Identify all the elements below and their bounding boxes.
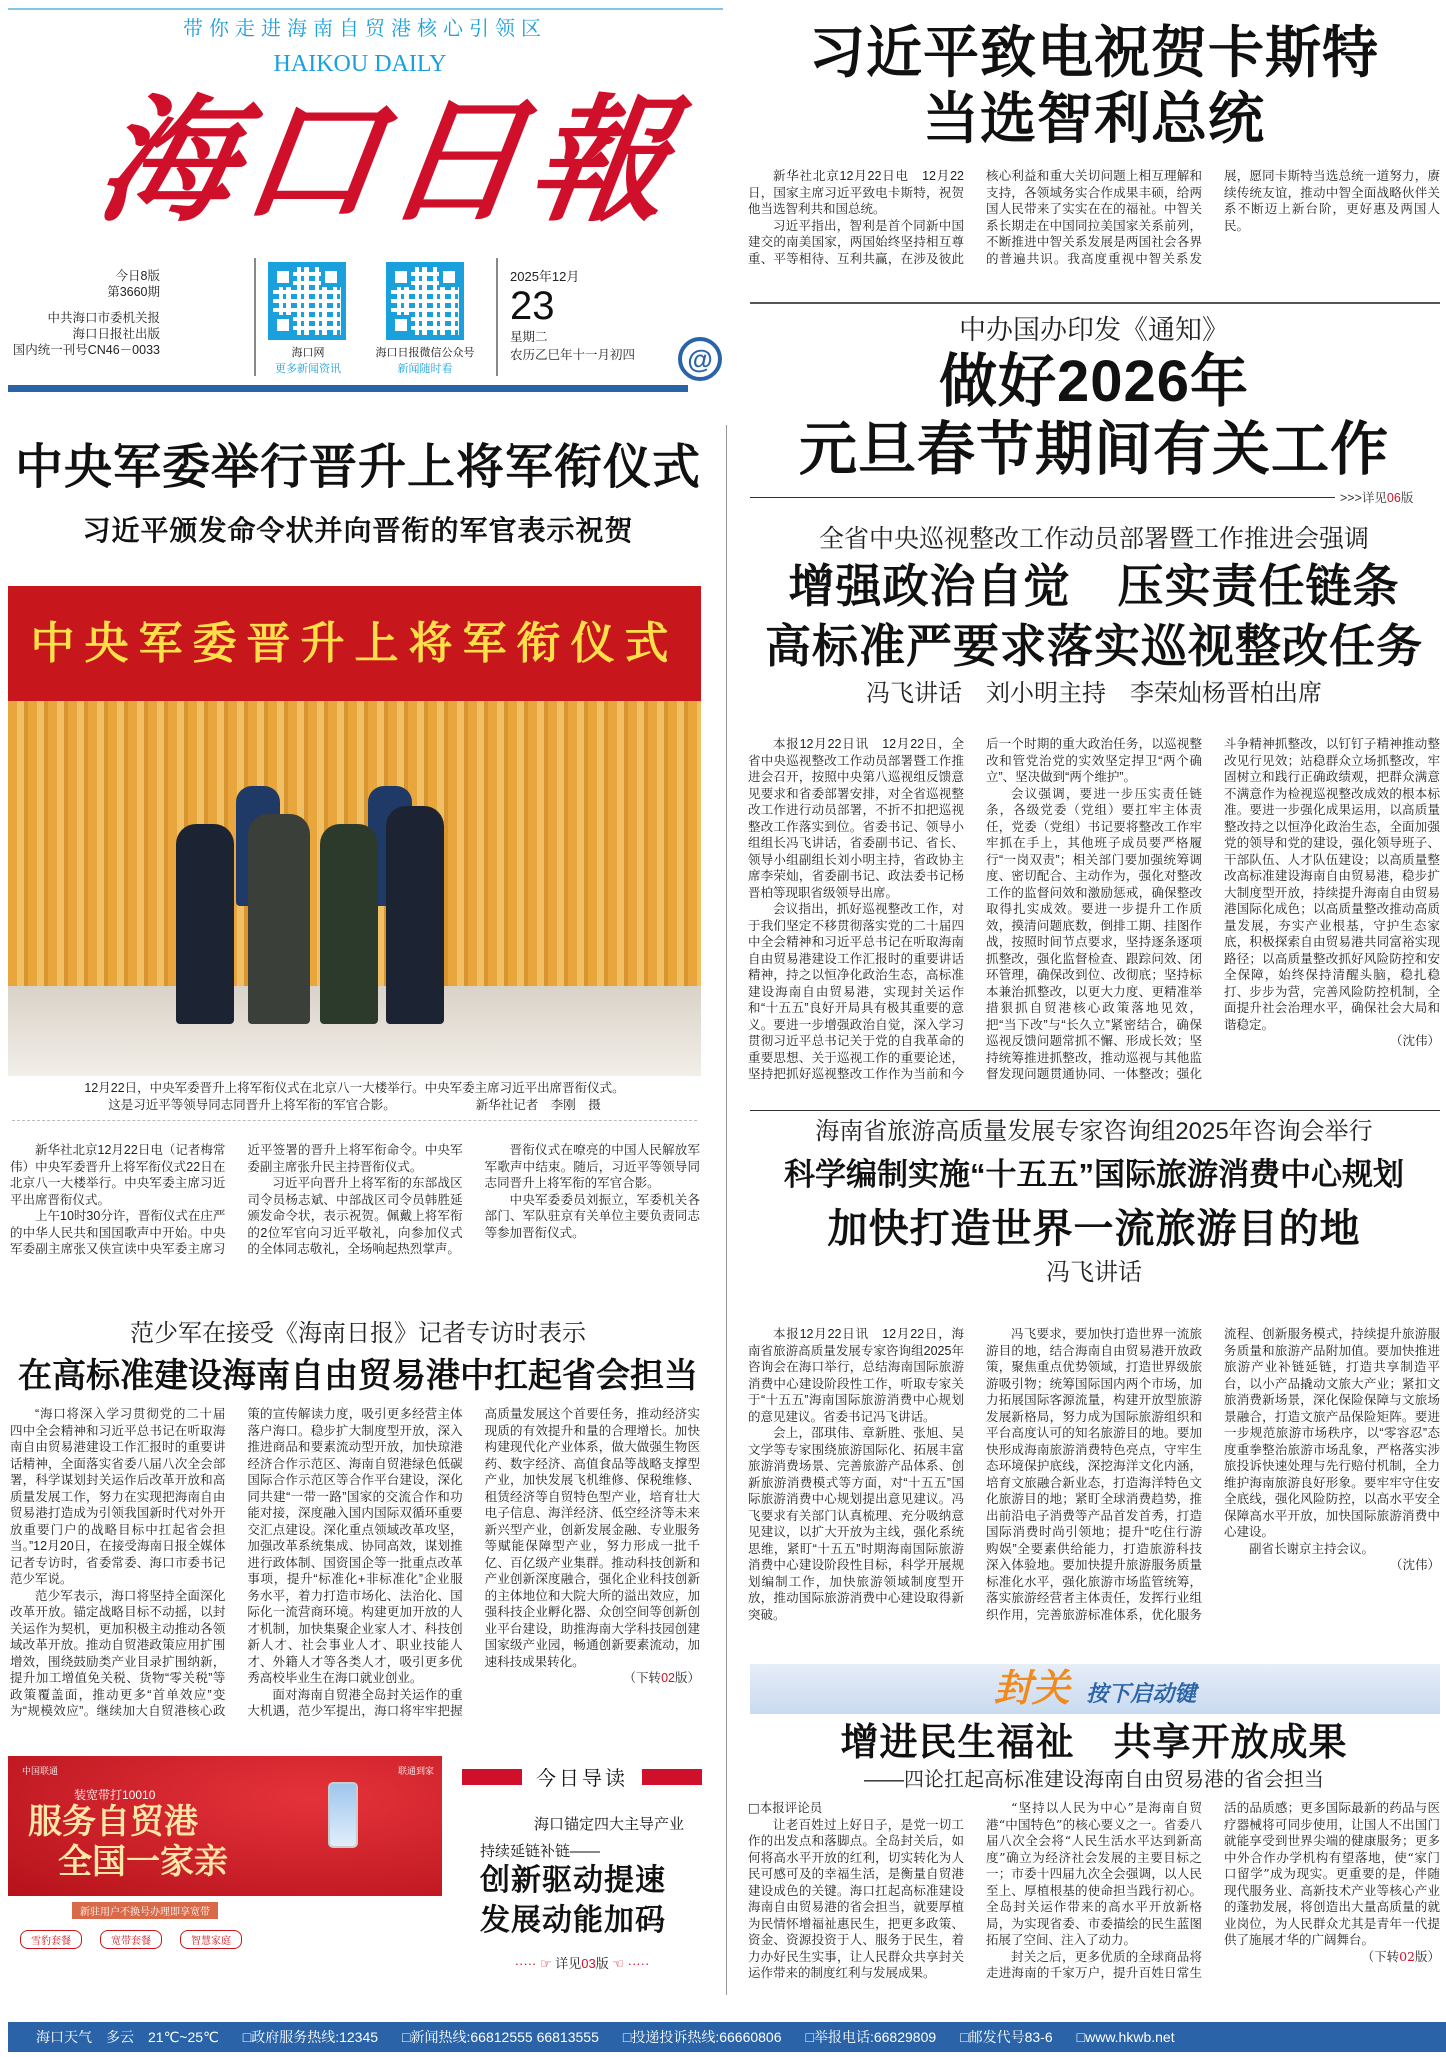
article-body: “海口将深入学习贯彻党的二十届四中全会精神和习近平总书记在听取海南自由贸易港建设工作汇报时的重要讲话精神，全面落实省委八届八次全会部署，科学谋划封关运作后改革开放和高质量发展工作，努力在实现把海南自由贸易港打造成为引领我国新时代对外开放重要门户的战略目标中扛起省会担当。”12月20日，在接受海南日报全媒体记者专访时，省委常委、海口市委书记范少军说。 范少军表示，海口将坚持全面深化改革开放。锚定战略目标不动摇，以封关运作为契机，更加积极主动推动各领域改革开放。推动自贸港政策应用扩围增效，围绕鼓励类产业目录扩围纳新，提升加工增值免关税、货物“零关税”等政策覆盖面，推动更多“首单效应”变为“规模效应”。继续加大自贸港核心政策的宣传解读力度，吸引更多经营主体落户海口。稳步扩大制度型开放，深入推进商品和要素流动型开放，加快琼港经济合作示范区、海南自贸港绿色低碳国际合作示范区等合作平台建设，深化同共建“一带一路”国家的交流合作和功能对接，深度融入国内国际双循环重要交汇点建设。深化重点领域改革攻坚，加强改革系统集成、协同高效，谋划推进行政体制、国资国企等一批重点改革事项，提升“标准化+非标准化”企业服务水平，着力打造市场化、法治化、国际化一流营商环境。构建更加开放的人才机制，加快集聚企业家人才、科技创新人才、社会事业人才、职业技能人才、外籍人才等各类人才，吸引更多优秀高校毕业生在海口就业创业。 面对海南自贸港全岛封关运作的重大机遇，范少军提出，海口将牢牢把握高质量发展这个首要任务，推动经济实现质的有效提升和量的合理增长。加快构建现代化产业体系，做大做强生物医药、数字经济、高值食品等战略支撑型产业，加快发展飞机维修、保税维修、租赁经济等自贸特色型产业，培育壮大电子信息、海洋经济、低空经济等未来新兴型产业，创新发展金融、专业服务等赋能保障型产业，努力形成一批千亿、百亿级产业集群。推动科技创新和产业创新深度融合，强化企业科技创新的主体地位和大院大所的溢出效应，加强科技企业孵化器、众创空间等创新创业平台建设，助推海南大学科技园创建国家级产业园，畅通创新要素流动，加速科技成果转化。 （下转02版） [10, 1407, 700, 1718]
divider [496, 258, 498, 376]
headline: 当选智利总统 [923, 87, 1265, 150]
edition-count: 今日8版 [115, 269, 160, 283]
ad-tag: 宽带套餐 [100, 1930, 162, 1949]
column-divider [726, 425, 727, 1995]
ad-slogan: 全国一家亲 [58, 1843, 228, 1881]
weather: 海口天气 多云 21℃~25℃ [36, 2029, 219, 2045]
divider [750, 497, 1335, 498]
footer-item: □邮发代号83-6 [960, 2029, 1053, 2045]
website-link[interactable]: □www.hkwb.net [1076, 2029, 1175, 2045]
qr-label: 海口网 [291, 347, 325, 359]
footer-item: □新闻热线:66812555 66813555 [402, 2029, 599, 2045]
publisher-line: 中共海口市委机关报 [47, 311, 160, 325]
article-body: 新华社北京12月22日电 12月22日，国家主席习近平致电卡斯特，祝贺他当选智利共和国总统。 习近平指出，智利是首个同新中国建交的南美国家，两国始终坚持相互尊重、平等相待、互利共赢，在涉及彼此核心利益和重大关切问题上相互理解和支持，各领域务实合作成果丰硕，给两国人民带来了实实在在的福祉。中智关系长期走在中国同拉美国家关系前列，不断推进中智关系发展是两国社会各界的普遍共识。我高度重视中智关系发展，愿同卡斯特当选总统一道努力，赓续传统友谊，推动中智全面战略伙伴关系不断迈上新台阶，更好惠及两国人民。 [748, 169, 1440, 266]
ad-tag: 雪豹套餐 [20, 1930, 82, 1949]
lunar-date: 农历乙巳年十一月初四 [510, 348, 636, 362]
qr-label: 海口日报微信公众号 [375, 347, 475, 359]
at-icon: @ [678, 337, 722, 381]
byline: （沈伟） [1389, 1558, 1440, 1572]
digest-headline: 发展动能加码 [480, 1904, 666, 1937]
article-body: □本报评论员 让老百姓过上好日子，是党一切工作的出发点和落脚点。全岛封关后，如何将高水平开放的红利，切实转化为人民可感可及的幸福生活，是衡量自贸港建设成色的关键。海口扛起高标准建设海南自由贸易港的省会担当，就要厚植为民情怀增福祉惠民生，把更多政策、资金、资源投资于人、服务于民生，着力办好民生实事，让人民群众共享封关运作带来的制度红利与发展成果。 “坚持以人民为中心”是海南自贸港“中国特色”的核心要义之一。省委八届八次全会将“人民生活水平达到新高度”确立为经济社会发展的主要目标之一；市委十四届九次全会强调，以人民至上、厚植根基的使命担当践行初心。全岛封关运作带来的高水平开放新格局，为实现省委、市委描绘的民生蓝图拓展了空间、注入了动力。 封关之后，更多优质的全球商品将走进海南的千家万户，提升百姓日常生活的品质感；更多国际最新的药品与医疗器械将可同步使用，让国人不出国门就能享受到世界尖端的健康服务；更多中外合作办学机构有望落地，使“家门口留学”成为现实。更重要的是，伴随现代服务业、高新技术产业等核心产业的蓬勃发展，将创造出大量高质量的就业岗位，为人民群众尤其是青年一代提供了施展才华的广阔舞台。 （下转02版） [748, 1800, 1440, 1980]
kicker: 范少军在接受《海南日报》记者专访时表示 [130, 1320, 586, 1347]
story-chile [748, 20, 1440, 267]
digest-headline: 创新驱动提速 [480, 1864, 666, 1897]
red-bar [642, 1769, 702, 1785]
masthead-slogan: 带你走进海南自贸港核心引领区 [183, 18, 547, 40]
digest-kicker: 海口锚定四大主导产业 [533, 1816, 684, 1833]
ad-tag: 智慧家庭 [180, 1930, 242, 1949]
jump-link[interactable]: （下转02版） [1361, 1948, 1440, 1964]
digest-kicker: 持续延链补链—— [480, 1843, 601, 1860]
ad-ribbon: 新驻用户不换号办理即享宽带 [72, 1902, 218, 1919]
advertisement[interactable] [8, 1756, 442, 1956]
article-body: 本报12月22日讯 12月22日，海南省旅游高质量发展专家咨询组2025年咨询会在海口举行，总结海南国际旅游消费中心建设阶段性工作，听取专家关于“十五五”海南国际旅游消费中心规划的意见建议。省委书记冯飞讲话。 会上，邵琪伟、章新胜、张旭、吴文学等专家围绕旅游国际化、拓展丰富旅游消费场景、完善旅游产品体系、创新旅游消费模式等方面，对“十五五”国际旅游消费中心规划提出意见建议。冯飞要求有关部门认真梳理、充分吸纳意见建议，以扩大开放为主线，强化系统思维，紧盯“十五五”时期海南国际旅游消费中心建设阶段性目标，科学开展规划编制工作，加快旅游领域制度型开放，推动国际旅游消费中心建设取得新突破。 冯飞要求，要加快打造世界一流旅游目的地，结合海南自由贸易港开放政策，聚焦重点优势领域，打造世界级旅游吸引物；统筹国际国内两个市场，加力拓展国际客源流量，构建开放型旅游发展新格局，努力成为国际旅游组织和平台高度认可的知名旅游目的地。要加快形成海南旅游消费特色亮点，守牢生态环境保护底线，深挖海洋文化内涵，培育文旅融合新业态，打造海洋特色文化旅游目的地；紧盯全球消费趋势，推出前沿电子消费等产品首发首秀，打造国际消费时尚引领地；提升“吃住行游购娱”全要素供给能力，打造旅游科技深入体验地。要加快提升旅游服务质量标准化水平，强化旅游市场监管统筹，落实旅游经营者主体责任，发挥行业组织作用，完善旅游标准体系，优化服务流程、创新服务模式，持续提升旅游服务质量和旅游产品附加值。要加快推进旅游产业补链延链，打造共享制造平台，以小产品撬动文旅大产业；紧扣文旅消费新场景，深化保险保障与文旅场景融合，打造文旅产品保险矩阵。要进一步规范旅游市场秩序，以“零容忍”态度重拳整治旅游市场乱象，严格落实涉旅投诉快速处理与先行赔付机制，全力维护海南旅游良好形象。要牢牢守住安全底线，强化风险防控，以高水平安全保障高水平开放，加快国际旅游消费中心建设。 副省长谢京主持会议。 （沈伟） [748, 1327, 1440, 1622]
masthead-top-rule [8, 8, 723, 10]
banner-tagline: 按下启动键 [1086, 1681, 1197, 1706]
kicker: 海南省旅游高质量发展专家咨询组2025年咨询会举行 [815, 1118, 1373, 1145]
headline: 加快打造世界一流旅游目的地 [827, 1207, 1361, 1251]
photo-banner: 中央军委晋升上将军衔仪式 [8, 586, 701, 701]
weekday: 星期二 [510, 330, 548, 344]
footer-item: □政府服务热线:12345 [242, 2029, 379, 2045]
divider [254, 258, 256, 376]
jump-link[interactable]: （下转02版） [623, 1671, 700, 1685]
divider [750, 1110, 1440, 1111]
divider [750, 302, 1440, 304]
ad-brand: 中国联通 [22, 1766, 59, 1776]
headline: 习近平致电祝贺卡斯特 [809, 21, 1379, 84]
qr-code-haikou-web[interactable] [268, 262, 348, 376]
author: □本报评论员 [748, 1800, 823, 1815]
footer-item: □投递投诉热线:66660806 [622, 2029, 782, 2045]
ad-partner: 联通到家 [397, 1766, 434, 1776]
ad-hotline: 装宽带打10010 [74, 1788, 156, 1802]
article-body: 本报12月22日讯 12月22日，全省中央巡视整改工作动员部署暨工作推进会召开，按照中央第八巡视组反馈意见要求和省委部署安排，对全省巡视整改工作进行动员部署，不折不扣把巡视整改工作落实到位。省委书记、领导小组组长冯飞讲话，省委副书记、省长、领导小组副组长刘小明主持，省政协主席李荣灿，省委副书记、政法委书记杨晋柏等现职省级领导出席。 会议指出，抓好巡视整改工作，对于我们坚定不移贯彻落实党的二十届四中全会精神和习近平总书记在听取海南自由贸易港建设工作汇报时的重要讲话精神，持之以恒净化政治生态，高标准建设海南自由贸易港，实现封关运作和“十五五”良好开局具有极其重要的意义。要进一步增强政治自觉，深入学习贯彻习近平总书记关于党的自我革命的重要思想、关于巡视工作的重要论述，坚持把抓好巡视整改工作作为当前和今后一个时期的重大政治任务，以巡视整改和管党治党的实效坚定捍卫“两个确立”、坚决做到“两个维护”。 会议强调，要进一步压实责任链条，各级党委（党组）要扛牢主体责任，党委（党组）书记要将整改工作牢牢抓在手上，其他班子成员要严格履行“一岗双责”；相关部门要加强统筹调度、密切配合、主动作为，强化对整改工作的监督问效和激励惩戒，确保整改取得扎实成效。要进一步提升工作质效，摸清问题底数，倒排工期、挂图作战，按照时间节点要求，坚持逐条逐项抓整改，强化监督检查、跟踪问效、闭环管理，确保改到位、改彻底；坚持标本兼治抓整改，以更大力度、更精准举措狠抓自贸港核心政策落地见效，把“当下改”与“长久立”紧密结合，确保巡视反馈问题常抓不懈、形成长效；坚持统筹推进抓整改，推动巡视与其他监督发现问题贯通协同、一体整改；强化斗争精神抓整改，以钉钉子精神推动整改见行见效；站稳群众立场抓整改，牢固树立和践行正确政绩观，把群众满意不满意作为检视巡视整改成效的根本标准。要进一步强化成果运用，以高质量整改持之以恒净化政治生态，全面加强党的领导和党的建设，强化领导班子、干部队伍、人才队伍建设；以高质量整改高标准建设海南自由贸易港，稳步扩大制度型开放，持续提升海南自由贸易港国际化成色；以高质量整改推动高质量发展，夯实产业根基，守护生态家底，积极探索自由贸易港共同富裕实现路径；以高质量整改抓好风险防控和安全保障，始终保持清醒头脑，稳扎稳打、步步为营，完善风险防控机制，全面提升社会治理水平，确保社会大局和谐稳定。 （沈伟） [748, 737, 1440, 1081]
publisher-line: 海口日报社出版 [72, 327, 160, 341]
issue-number: 第3660期 [107, 285, 160, 299]
date-block [510, 266, 635, 363]
headline: 高标准严要求落实巡视整改任务 [765, 620, 1423, 672]
photo-caption: 12月22日，中央军委晋升上将军衔仪式在北京八一大楼举行。中央军委主席习近平出席晋衔仪式。 这是习近平等领导同志同晋升上将军衔的军官合影。 新华社记者 李刚 摄 [12, 1080, 697, 1121]
story-fan [8, 1318, 708, 1402]
headline: 增进民生福祉 共享开放成果 [840, 1719, 1348, 1764]
person-figure [248, 814, 310, 1024]
headline: 做好2026年 [938, 349, 1250, 414]
story-editorial [748, 1718, 1440, 1794]
jump-link[interactable]: ····· ☞ 详见03版 ☜ ····· [514, 1956, 650, 1971]
qr-code-wechat[interactable] [370, 262, 480, 376]
kicker: 中办国办印发《通知》 [959, 315, 1229, 345]
qr-code-icon[interactable] [268, 262, 346, 340]
subhead: 习近平颁发命令状并向晋衔的军官表示祝贺 [82, 515, 634, 546]
masthead [0, 0, 730, 395]
footer-item: □举报电话:66829809 [805, 2029, 937, 2045]
story-inspection [748, 522, 1440, 712]
editorial-banner [750, 1664, 1440, 1714]
headline: 增强政治自觉 压实责任链条 [788, 560, 1400, 612]
footer-bar [8, 2022, 1446, 2052]
headline: 在高标准建设海南自由贸易港中扛起省会担当 [18, 1357, 698, 1395]
headline: 科学编制实施“十五五”国际旅游消费中心规划 [784, 1157, 1404, 1192]
photo-credit: 新华社记者 李刚 摄 [475, 1098, 601, 1112]
masthead-bottom-bar [8, 385, 688, 392]
headline: 元旦春节期间有关工作 [798, 417, 1389, 482]
today-digest [462, 1762, 702, 1972]
headline: 中央军委举行晋升上将军衔仪式 [14, 441, 701, 494]
red-bar [462, 1769, 522, 1785]
edition-info [13, 268, 160, 358]
publisher-line: 国内统一刊号CN46－0033 [12, 343, 160, 357]
ad-phone-graphic [328, 1782, 358, 1848]
person-figure [386, 806, 444, 1024]
news-photo [8, 586, 701, 1076]
newspaper-logo: 海口日報 [88, 81, 688, 241]
story-military [8, 425, 708, 551]
ad-tags [20, 1930, 242, 1949]
person-figure [176, 824, 234, 1024]
story-tourism [748, 1116, 1440, 1290]
digest-title: 今日导读 [536, 1768, 628, 1790]
story-notice [748, 312, 1440, 484]
qr-caption: 新闻随时看 [397, 363, 453, 375]
day: 23 [510, 284, 555, 328]
deck: 冯飞讲话 [1046, 1259, 1142, 1286]
jump-link[interactable]: >>>详见06版 [1340, 491, 1414, 505]
banner-title: 封关 [993, 1668, 1070, 1710]
ad-slogan: 服务自贸港 [28, 1803, 198, 1841]
kicker: 全省中央巡视整改工作动员部署暨工作推进会强调 [818, 525, 1369, 553]
masthead-english-name: HAIKOU DAILY [273, 51, 447, 77]
qr-code-icon[interactable] [386, 262, 464, 340]
year-month: 2025年12月 [510, 269, 580, 284]
person-figure [320, 824, 378, 1024]
byline: （沈伟） [1389, 1034, 1440, 1048]
subhead: ——四论扛起高标准建设海南自由贸易港的省会担当 [864, 1769, 1324, 1791]
article-body: 新华社北京12月22日电（记者梅常伟）中央军委晋升上将军衔仪式22日在北京八一大楼举行。中央军委主席习近平出席晋衔仪式。 上午10时30分许，晋衔仪式在庄严的中华人民共和国国歌声中开始。中央军委副主席张又侠宣读中央军委主席习近平签署的晋升上将军衔命令。中央军委副主席张升民主持晋衔仪式。 习近平向晋升上将军衔的东部战区司令员杨志斌、中部战区司令员韩胜延颁发命令状，表示祝贺。佩戴上将军衔的2位军官向习近平敬礼，向参加仪式的全体同志敬礼，全场响起热烈掌声。 晋衔仪式在嘹亮的中国人民解放军军歌声中结束。随后，习近平等领导同志同晋升上将军衔的军官合影。 中央军委委员刘振立，军委机关各部门、军队驻京有关单位主要负责同志等参加晋衔仪式。 [10, 1143, 700, 1256]
deck: 冯飞讲话 刘小明主持 李荣灿杨晋柏出席 [866, 680, 1322, 707]
qr-caption: 更多新闻资讯 [275, 363, 341, 375]
